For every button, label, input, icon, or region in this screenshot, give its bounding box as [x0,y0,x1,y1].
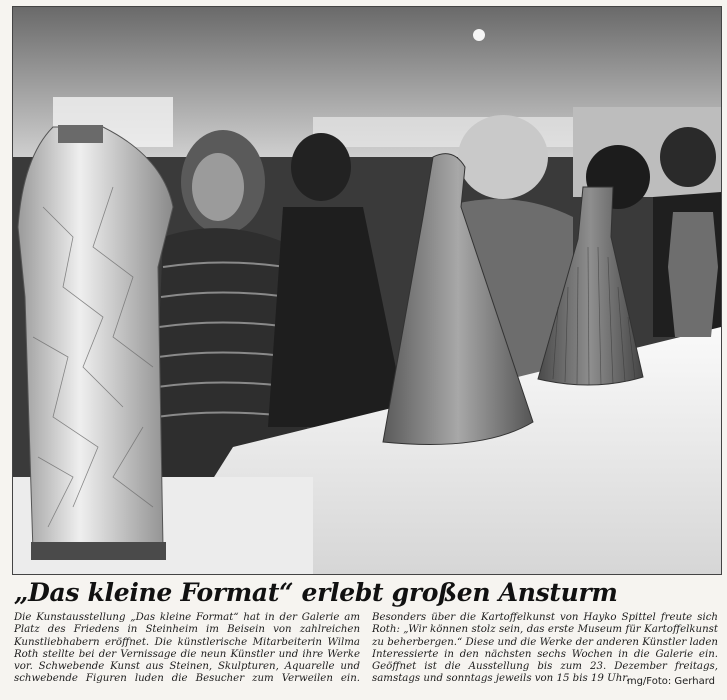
crackle-vase-sculpture [18,127,173,558]
photo-credit: mg/Foto: Gerhard [626,676,715,687]
article-body: Die Kunstausstellung „Das kleine Format“ hat in der Galerie am Platz des Friedens in Steinheim im Beisein von zahlreichen Kunstliebhabern eröffnet. Die künstlerische Mitarbeiterin Wilma Roth stellte bei der Vernissage die neun Künstler und ihre Werke vor. Schwebende Kunst aus Steinen, Skulpturen, Aquarelle und schwebende Figuren luden die Besucher zum Verweilen ein. Besonders über die Kartoffelkunst von Hayko Spittel freute sich Roth: „Wir können stolz sein, das erste Museum für Kartoffelkunst zu beherbergen.“ Diese und die Werke der anderen Künstler laden Interessierte in den nächsten sechs Wochen in die Galerie ein. Geöffnet ist die Ausstellung bis zum 23. Dezember freitags, samstags und sonntags jeweils von 15 bis 19 Uhr. [14,612,718,685]
small-figure-sculpture [668,212,718,337]
visitor-elder-head [458,115,548,199]
vase-neck [58,125,103,143]
visitor-man-head [291,133,351,201]
visitor-right-head [660,127,716,187]
vase-base-band [31,542,166,560]
exhibition-photo [12,6,722,575]
spotlight-icon [473,29,485,41]
article-headline: „Das kleine Format“ erlebt großen Ansturm [14,578,618,607]
visitor-woman-face [192,153,244,221]
